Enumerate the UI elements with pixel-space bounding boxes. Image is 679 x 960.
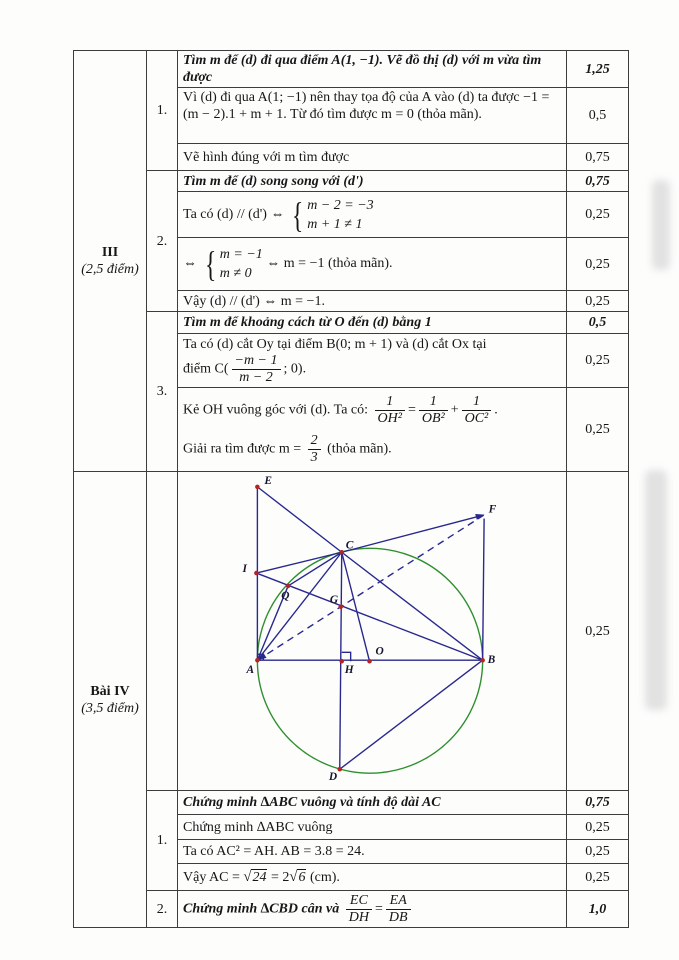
- points-cell: 0,5: [567, 312, 629, 334]
- brace-symbol: {: [291, 194, 304, 235]
- numerator: −m − 1: [232, 353, 281, 370]
- formula-text: .: [494, 402, 498, 418]
- formula-text: ; 0).: [283, 361, 307, 377]
- system-line: m = −1: [219, 247, 263, 262]
- denominator: 3: [310, 449, 318, 465]
- radical-symbol: √: [289, 868, 298, 885]
- row-content: Tìm m để (d) đi qua điểm A(1, −1). Vẽ đồ thị (d) với m vừa tìm được: [178, 51, 567, 88]
- formula-text: Giải ra tìm được m =: [183, 441, 302, 457]
- question-cell-III: [74, 51, 147, 472]
- points-cell: 0,25: [567, 291, 629, 312]
- points-cell: 0,75: [567, 791, 629, 815]
- point-marker-D: [337, 767, 342, 772]
- points-cell: 0,5: [567, 88, 629, 144]
- points-cell: 0,25: [567, 472, 629, 791]
- segment-DB: [340, 660, 483, 769]
- formula-text: ⇔ m = −1 (thỏa mãn).: [266, 256, 393, 272]
- point-marker-H: [339, 659, 344, 664]
- points-cell: 0,25: [567, 334, 629, 388]
- row-content: Tìm m để (d) song song với (d'): [178, 171, 567, 192]
- points-cell: 0,75: [567, 171, 629, 192]
- numerator: 1: [419, 394, 448, 411]
- equals-sign: =: [407, 402, 416, 418]
- table-row: [74, 472, 629, 791]
- row-content: [178, 388, 567, 472]
- point-label-G: G: [329, 593, 339, 606]
- points-cell: 0,25: [567, 815, 629, 840]
- row-content: Ta có AC² = AH. AB = 3.8 = 24.: [178, 840, 567, 864]
- table-row: [74, 171, 629, 192]
- formula-text: điểm C(: [183, 361, 229, 377]
- denominator: DB: [388, 909, 408, 925]
- point-label-H: H: [344, 664, 354, 677]
- formula-line: [183, 433, 561, 466]
- segment-EC: [257, 487, 341, 552]
- question-points: (3,5 điểm): [81, 700, 139, 716]
- radical-symbol: √: [243, 868, 252, 885]
- points-cell: 0,25: [567, 238, 629, 291]
- fraction: [386, 893, 411, 926]
- segment-CB: [342, 552, 483, 660]
- points-cell: 0,25: [567, 388, 629, 472]
- formula-line: [183, 353, 561, 386]
- equation-system: [307, 196, 373, 234]
- table-row: [74, 891, 629, 928]
- system-line: m ≠ 0: [219, 266, 252, 281]
- row-content: Chứng minh ∆ABC vuông và tính độ dài AC: [178, 791, 567, 815]
- point-label-F: F: [488, 503, 497, 516]
- numerator: 1: [462, 394, 492, 411]
- segment-CF: [342, 516, 482, 553]
- segment-CO: [342, 552, 370, 661]
- row-content: Vẽ hình đúng với m tìm được: [178, 144, 567, 171]
- question-points: (2,5 điểm): [81, 262, 139, 277]
- row-content: Tìm m để khoảng cách từ O đến (d) bằng 1: [178, 312, 567, 334]
- denominator: DH: [348, 909, 369, 925]
- radicand: 24: [252, 869, 267, 885]
- scan-artifact: [645, 470, 667, 710]
- fraction: [308, 433, 321, 466]
- subquestion-number: 3.: [147, 312, 178, 472]
- denominator: m − 2: [239, 369, 273, 385]
- numerator: EC: [346, 893, 372, 910]
- arrowhead-F: [475, 514, 484, 520]
- points-cell: 0,75: [567, 144, 629, 171]
- radicand: 6: [298, 869, 306, 885]
- segment-FB: [483, 519, 484, 661]
- formula-line: Ta có (d) cắt Oy tại điểm B(0; m + 1) và (d) cắt Ox tại: [183, 336, 487, 352]
- point-label-O: O: [375, 645, 384, 658]
- denominator: OB²: [421, 410, 445, 426]
- subquestion-number: 2.: [147, 891, 178, 928]
- system-line: m + 1 ≠ 1: [307, 216, 363, 232]
- formula-text: = 2: [270, 869, 290, 885]
- point-marker-G: [338, 604, 343, 609]
- geometry-figure: [178, 473, 564, 789]
- equals-sign: =: [374, 901, 383, 917]
- point-marker-Q: [286, 584, 291, 589]
- point-marker-B: [480, 658, 485, 663]
- points-cell: 0,25: [567, 864, 629, 891]
- row-content: [178, 864, 567, 891]
- point-label-B: B: [487, 654, 496, 667]
- formula-line: [183, 394, 561, 427]
- points-cell: 1,25: [567, 51, 629, 88]
- fraction: [419, 394, 448, 427]
- formula-text: Ta có (d) // (d') ⇔: [183, 206, 285, 222]
- table-row: [74, 791, 629, 815]
- row-content: [178, 334, 567, 388]
- numerator: 2: [308, 433, 321, 450]
- segment-AF-dashed: [257, 515, 484, 661]
- equation-system: [220, 245, 263, 283]
- formula-text: Kẻ OH vuông góc với (d). Ta có:: [183, 402, 369, 418]
- row-content: Chứng minh ∆ABC vuông: [178, 815, 567, 840]
- point-label-D: D: [328, 771, 338, 784]
- question-number: Bài IV: [90, 683, 130, 699]
- scan-artifact: [652, 180, 670, 270]
- denominator: OC²: [464, 410, 489, 426]
- question-cell-IV: [74, 472, 147, 928]
- fraction: [232, 353, 281, 386]
- row-content: [178, 891, 567, 928]
- fraction: [462, 394, 492, 427]
- question-number: III: [101, 245, 119, 260]
- points-cell: 0,25: [567, 192, 629, 238]
- point-marker-C: [339, 550, 344, 555]
- point-label-E: E: [264, 474, 272, 487]
- formula-text: (cm).: [309, 869, 340, 885]
- row-content: [178, 192, 567, 238]
- row-content: Vậy (d) // (d') ⇔ m = −1.: [178, 291, 567, 312]
- table-row: [74, 51, 629, 88]
- row-content: [178, 238, 567, 291]
- point-marker-I: [254, 571, 259, 576]
- point-label-C: C: [345, 539, 354, 552]
- formula-text: Chứng minh ∆CBD cân và: [183, 901, 340, 917]
- point-marker-A: [255, 658, 260, 663]
- segment-CA: [257, 552, 341, 660]
- system-line: m − 2 = −3: [307, 197, 374, 213]
- fraction: [375, 394, 405, 427]
- geometry-figure-cell: [178, 472, 567, 791]
- brace-symbol: {: [204, 244, 216, 284]
- numerator: EA: [386, 893, 411, 910]
- denominator: OH²: [377, 410, 402, 426]
- plus-sign: +: [450, 402, 459, 418]
- subquestion-number: 1.: [147, 791, 178, 891]
- formula-text: Vậy AC =: [183, 869, 240, 885]
- point-label-A: A: [246, 664, 255, 677]
- point-label-Q: Q: [281, 589, 290, 602]
- answer-table: [73, 50, 629, 928]
- point-label-I: I: [242, 563, 247, 576]
- formula-text: (thỏa mãn).: [327, 441, 392, 457]
- point-marker-O: [367, 659, 372, 664]
- table-row: [74, 312, 629, 334]
- empty-cell: [147, 472, 178, 791]
- numerator: 1: [375, 394, 405, 411]
- points-cell: 1,0: [567, 891, 629, 928]
- subquestion-number: 1.: [147, 51, 178, 171]
- fraction: [346, 893, 372, 926]
- point-marker-E: [255, 485, 260, 490]
- segment-CI: [256, 552, 341, 573]
- points-cell: 0,25: [567, 840, 629, 864]
- segment-CQ: [288, 552, 342, 586]
- formula-text: ⇔: [183, 256, 197, 272]
- subquestion-number: 2.: [147, 171, 178, 312]
- row-content: Vì (d) đi qua A(1; −1) nên thay tọa độ của A vào (d) ta được −1 = (m − 2).1 + m + 1. Từ đó tìm được m = 0 (thỏa mãn).: [178, 88, 567, 144]
